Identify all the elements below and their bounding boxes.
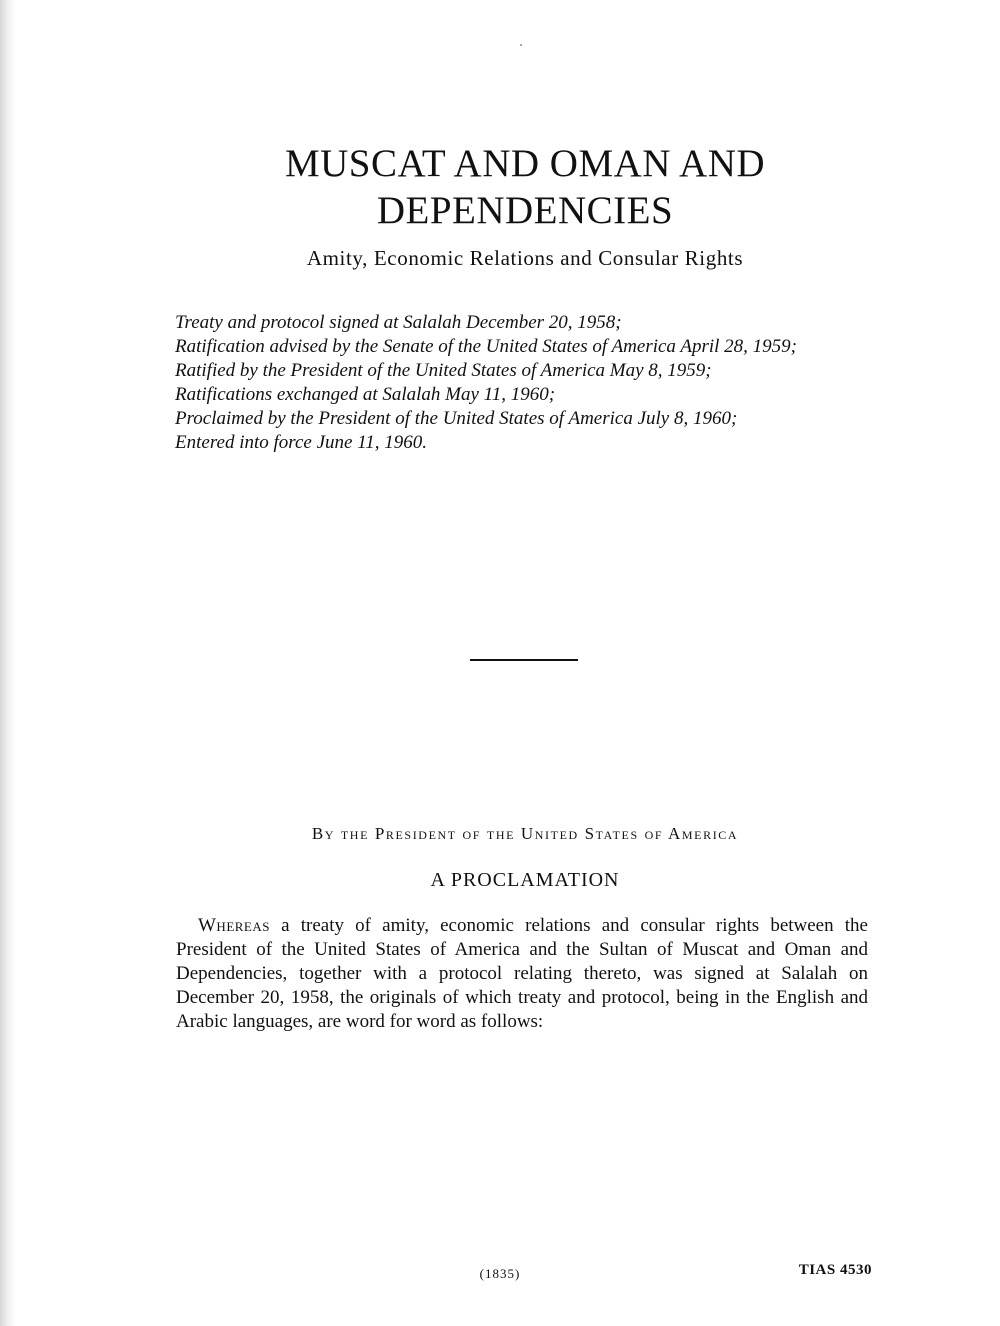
by-the-president-line: By the President of the United States of America xyxy=(311,824,739,843)
paragraph-text: a treaty of amity, economic relations and consular rights between the President of the United States of America and the Sultan of Muscat and Oman and Dependencies, together with a protocol relating thereto, was signed at Salalah on December 20, 1958, the originals of which treaty and protocol, being in the English and Arabic languages, are word for word as follows: xyxy=(176,915,868,1032)
title-line-2: DEPENDENCIES xyxy=(376,189,674,232)
title-line-1: MUSCAT AND OMAN AND xyxy=(284,142,766,185)
proclamation-heading: A PROCLAMATION xyxy=(430,869,620,891)
page-number: (1835) xyxy=(479,1266,521,1281)
document-title xyxy=(150,140,900,234)
history-entry-ratifications-exchanged: Ratifications exchanged at Salalah May 11, 1960; xyxy=(175,384,556,405)
treaty-history xyxy=(175,311,875,455)
tias-number: TIAS 4530 xyxy=(798,1262,872,1278)
section-divider xyxy=(470,659,578,661)
history-entry-ratified: Ratified by the President of the United States of America May 8, 1959; xyxy=(175,360,712,381)
scan-speck xyxy=(520,44,522,46)
history-entry-entered-into-force: Entered into force June 11, 1960. xyxy=(175,432,428,453)
scan-shadow-edge xyxy=(0,0,16,1326)
history-entry-proclaimed: Proclaimed by the President of the United States of America July 8, 1960; xyxy=(175,408,738,429)
whereas-word: Whereas xyxy=(198,915,270,936)
proclamation-paragraph xyxy=(176,914,868,1034)
history-entry-signed: Treaty and protocol signed at Salalah December 20, 1958; xyxy=(175,312,622,333)
document-subtitle: Amity, Economic Relations and Consular Rights xyxy=(306,246,744,270)
history-entry-ratification-advised: Ratification advised by the Senate of the United States of America April 28, 1959; xyxy=(175,336,797,357)
